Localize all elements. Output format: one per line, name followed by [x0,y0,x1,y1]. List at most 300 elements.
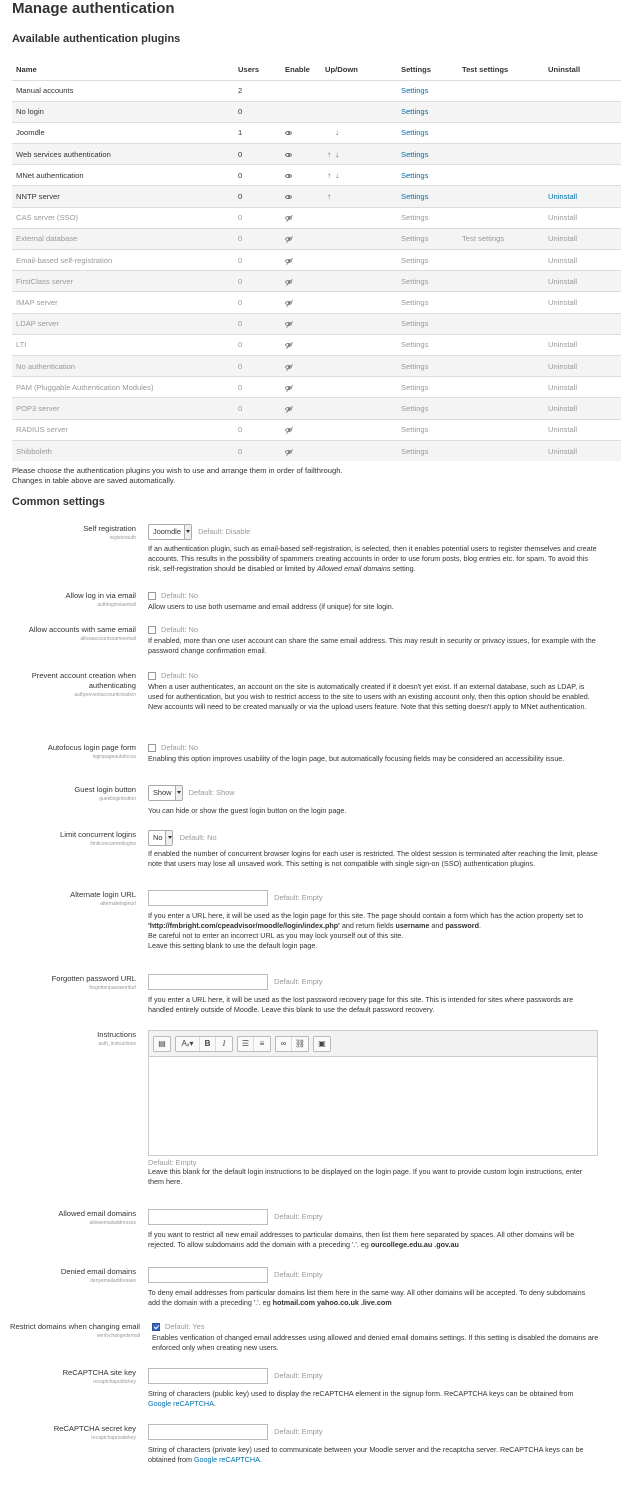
eye-slash-icon[interactable] [285,237,292,241]
settings-cell [397,292,458,313]
settings-link[interactable]: Settings [401,107,429,117]
uninstall-cell [544,398,621,419]
default-value: Default: No [179,833,217,843]
setting-description: If you enter a URL here, it will be used as the lost password recovery page for this site. This is intended for sites where passwords are handled entirely outside of Moodle. Leave this blank to use the default password recovery. [148,995,574,1015]
uninstall-cell [544,186,621,207]
col-header-uninstall: Uninstall [544,60,621,80]
desc-text: If you want to restrict all new email addresses to particular domains, then list them here separated by spaces. All other domains will be rejected. To allow subdomains add the domain with a preceding '.'. eg [148,1230,575,1250]
chevron-down-icon [165,831,172,845]
desc-text: . [259,1455,262,1465]
setting-recaptchaprivatekey [12,1424,621,1480]
setting-registerauth [12,524,621,580]
font-style-icon[interactable]: Aₓ▾ [176,1037,200,1051]
plugin-name: No login [12,101,234,122]
setting-key: verifychangedemail [96,1333,140,1340]
eye-slash-icon[interactable] [285,450,292,454]
table-row [12,377,621,398]
setting-alternateloginurl [12,890,621,968]
desc-emphasis: Allowed email domains [316,564,391,574]
test-settings-cell [458,228,544,249]
plugin-name: Manual accounts [12,80,234,101]
settings-link[interactable]: Settings [401,382,429,392]
updown-cell [321,419,397,440]
setting-label: Allow accounts with same email [28,625,136,635]
plugin-name: IMAP server [12,292,234,313]
desc-bold: password [445,921,479,931]
settings-link[interactable]: Settings [401,403,429,413]
table-row [12,419,621,440]
settings-link[interactable]: Settings [401,170,429,180]
uninstall-link[interactable]: Uninstall [548,403,578,413]
setting-loginpageautofocus [12,743,621,785]
plugin-users: 0 [234,144,281,165]
table-row [12,440,621,461]
table-row [12,250,621,271]
default-value: Default: Empty [274,1371,323,1381]
authloginviaemail-checkbox[interactable] [148,592,156,600]
test-settings-cell [458,186,544,207]
plugin-users: 1 [234,122,281,143]
plugin-users: 0 [234,101,281,122]
col-header-test-settings: Test settings [458,60,544,80]
updown-cell [321,292,397,313]
plugins-heading: Available authentication plugins [12,33,181,45]
test-settings-cell [458,122,544,143]
settings-cell [397,228,458,249]
settings-cell [397,122,458,143]
test-settings-cell [458,101,544,122]
test-settings-cell [458,207,544,228]
default-value: Default: Empty [274,1427,323,1437]
default-value: Default: No [161,625,198,635]
settings-link[interactable]: Settings [401,192,429,202]
plugin-users: 0 [234,377,281,398]
recaptchapublickey-input[interactable] [148,1368,268,1384]
updown-cell [321,80,397,101]
setting-description: Allow users to use both username and email address (if unique) for site login. [148,602,394,612]
plugin-name: FirstClass server [12,271,234,292]
plugin-name: LTI [12,334,234,355]
common-settings-heading: Common settings [12,496,105,509]
plugin-rows [12,80,621,461]
arrow-up-icon[interactable]: ↑ [327,149,331,159]
uninstall-link[interactable]: Uninstall [548,192,578,202]
forgottenpasswordurl-input[interactable] [148,974,268,990]
default-value: Default: No [161,671,198,681]
eye-slash-icon[interactable] [285,428,292,432]
settings-link[interactable]: Settings [401,128,429,138]
eye-slash-icon[interactable] [285,343,292,347]
setting-key: registerauth [109,535,136,542]
default-value: Default: Yes [165,1322,205,1332]
test-settings-link[interactable]: Test settings [462,234,505,244]
test-settings-cell [458,250,544,271]
table-row [12,398,621,419]
uninstall-link[interactable]: Uninstall [548,297,578,307]
plugin-users: 0 [234,186,281,207]
verifychangedemail-checkbox[interactable] [152,1323,160,1331]
eye-slash-icon[interactable] [285,365,292,369]
table-row [12,144,621,165]
denyemailaddresses-input[interactable] [148,1267,268,1283]
registerauth-select[interactable] [148,524,192,540]
desc-bold: username [395,921,430,931]
link-icon[interactable]: ∞ [276,1037,292,1051]
setting-key: forgottenpasswordurl [89,985,136,992]
col-header-updown: Up/Down [321,60,397,80]
italic-icon[interactable]: I [222,1039,226,1049]
recaptchaprivatekey-input[interactable] [148,1424,268,1440]
editor-toolbar [149,1031,597,1057]
arrow-up-icon[interactable]: ↑ [327,170,331,180]
uninstall-link[interactable]: Uninstall [548,213,578,223]
desc-text: . [478,921,481,931]
setting-key: denyemailaddresses [90,1278,136,1285]
enable-cell [281,440,321,461]
uninstall-cell [544,228,621,249]
uninstall-link[interactable]: Uninstall [548,361,578,371]
setting-authloginviaemail [12,591,621,625]
settings-cell [397,313,458,334]
setting-label: Allow log in via email [65,591,136,601]
settings-link[interactable]: Settings [401,234,429,244]
updown-cell [321,377,397,398]
settings-cell [397,207,458,228]
settings-link[interactable]: Settings [401,425,429,435]
plugin-name: Email-based self-registration [12,250,234,271]
table-row [12,101,621,122]
setting-key: recaptchaprivatekey [91,1435,136,1442]
setting-guestloginbutton [12,785,621,830]
setting-description [148,1389,598,1409]
default-value: Default: Empty [274,1212,323,1222]
settings-link[interactable]: Settings [401,149,429,159]
setting-description-2: Be careful not to enter an incorrect URL as you may lock yourself out of this site. [148,931,404,941]
setting-label: Instructions [97,1030,136,1040]
alternateloginurl-input[interactable] [148,890,268,906]
enable-cell [281,292,321,313]
table-header-row [12,60,621,80]
table-row [12,207,621,228]
test-settings-cell [458,144,544,165]
settings-cell [397,165,458,186]
desc-text: . [213,1399,216,1409]
eye-icon[interactable] [285,174,292,178]
setting-key: auth_instructions [98,1041,136,1048]
enable-cell [281,186,321,207]
enable-cell [281,165,321,186]
chevron-down-icon [184,525,191,539]
test-settings-cell [458,313,544,334]
setting-label: Forgotten password URL [51,974,136,984]
plugin-name: PAM (Pluggable Authentication Modules) [12,377,234,398]
setting-description: Leave this blank for the default login instructions to be displayed on the login page. If you want to provide custom login instructions, enter them here. [148,1167,583,1187]
settings-cell [397,419,458,440]
enable-cell [281,122,321,143]
plugin-users: 0 [234,334,281,355]
default-value: Default: Empty [274,893,323,903]
google-recaptcha-link[interactable]: Google reCAPTCHA [193,1455,260,1465]
plugin-name: RADIUS server [12,419,234,440]
settings-cell [397,377,458,398]
setting-label: Prevent account creation when [31,671,136,681]
updown-cell [321,207,397,228]
desc-text: String of characters (private key) used to communicate between your Moodle server and the recaptcha server. ReCAPTCHA keys can be obtained from [148,1445,584,1465]
setting-label-line2: authenticating [88,681,136,691]
desc-text: If you enter a URL here, it will be used as the login page for this site. The page should contain a form which has the action property set to [148,911,584,921]
setting-label: Autofocus login page form [47,743,136,753]
arrow-down-icon[interactable]: ↓ [335,170,339,180]
test-settings-cell [458,440,544,461]
plugin-name: Web services authentication [12,144,234,165]
plugin-users: 0 [234,398,281,419]
test-settings-cell [458,377,544,398]
chevron-down-icon [175,786,182,800]
settings-link[interactable]: Settings [401,276,429,286]
setting-description: If enabled the number of concurrent browser logins for each user is restricted. The oldest session is terminated after reaching the limit, please note that users may lose all unsaved work. This setting is not compatible with single sign-on (SSO) authentication plugins. [148,849,598,869]
select-value: Joomdle [153,527,181,537]
setting-label: Alternate login URL [70,890,136,900]
allowaccountssameemail-checkbox[interactable] [148,626,156,634]
uninstall-cell [544,165,621,186]
setting-key: alternateloginurl [100,901,136,908]
select-value: No [153,833,163,843]
instructions-editor [148,1030,598,1156]
settings-link[interactable]: Settings [401,361,429,371]
settings-cell [397,334,458,355]
instructions-textarea[interactable] [149,1057,597,1155]
uninstall-link[interactable]: Uninstall [548,446,578,456]
setting-allowaccountssameemail [12,625,621,671]
updown-cell [321,250,397,271]
table-row [12,313,621,334]
default-value: Default: Empty [274,977,323,987]
uninstall-link[interactable]: Uninstall [548,340,578,350]
uninstall-link[interactable]: Uninstall [548,276,578,286]
default-value: Default: Empty [148,1158,197,1168]
updown-cell [321,271,397,292]
default-value: Default: No [161,743,198,753]
unlink-icon[interactable]: ⛓ [294,1039,306,1049]
settings-cell [397,101,458,122]
toggle-toolbar-icon[interactable]: ▤ [158,1039,166,1049]
test-settings-cell [458,292,544,313]
setting-key: authloginviaemail [97,602,136,609]
setting-authpreventaccountcreation [12,671,621,743]
settings-link[interactable]: Settings [401,297,429,307]
eye-slash-icon[interactable] [285,386,292,390]
updown-cell [321,355,397,376]
setting-description: You can hide or show the guest login button on the login page. [148,806,347,816]
setting-label: Restrict domains when changing email [9,1322,140,1332]
settings-link[interactable]: Settings [401,446,429,456]
allowemailaddresses-input[interactable] [148,1209,268,1225]
eye-icon[interactable] [285,131,292,135]
settings-link[interactable]: Settings [401,340,429,350]
updown-cell [321,228,397,249]
select-value: Show [153,788,172,798]
plugin-users: 0 [234,207,281,228]
eye-slash-icon[interactable] [285,216,292,220]
enable-cell [281,377,321,398]
uninstall-cell [544,80,621,101]
enable-cell [281,419,321,440]
eye-slash-icon[interactable] [285,322,292,326]
plugin-users: 0 [234,292,281,313]
setting-label: ReCAPTCHA secret key [53,1424,136,1434]
setting-limitconcurrentlogins [12,830,621,890]
plugin-name: Joomdle [12,122,234,143]
default-value: Default: Show [188,788,235,798]
plugin-users: 0 [234,271,281,292]
plugin-name: LDAP server [12,313,234,334]
image-icon[interactable]: ▣ [318,1039,326,1049]
settings-cell [397,271,458,292]
plugin-users: 0 [234,440,281,461]
eye-slash-icon[interactable] [285,259,292,263]
arrow-down-icon[interactable]: ↓ [335,128,339,138]
plugin-users: 0 [234,419,281,440]
plugin-users: 0 [234,250,281,271]
eye-slash-icon[interactable] [285,407,292,411]
settings-link[interactable]: Settings [401,86,429,96]
enable-cell [281,398,321,419]
setting-description: If enabled, more than one user account can share the same email address. This may result in security or privacy issues, for example with the password change confirmation email. [148,636,596,656]
setting-key: allowaccountssameemail [80,636,136,643]
settings-cell [397,440,458,461]
unordered-list-icon[interactable]: ☰ [238,1037,254,1051]
desc-text: setting. [390,564,416,574]
eye-icon[interactable] [285,153,292,157]
updown-cell [321,165,397,186]
test-settings-cell [458,271,544,292]
updown-cell [321,440,397,461]
uninstall-link[interactable]: Uninstall [548,234,578,244]
arrow-up-icon[interactable]: ↑ [327,192,331,202]
setting-description: When a user authenticates, an account on the site is automatically created if it doesn't yet exist. If an external database, such as LDAP, is used for authentication, but you wish to restrict access to the site to users with an existing account only, then this option should be enabled. New accounts will need to be created manually or via the upload users feature. Note that this setting doesn't apply to MNet authentication. [148,682,590,712]
updown-cell [321,122,397,143]
setting-forgottenpasswordurl [12,974,621,1030]
settings-cell [397,80,458,101]
updown-cell [321,334,397,355]
setting-description [148,911,598,931]
uninstall-cell [544,419,621,440]
setting-allowemailaddresses [12,1209,621,1267]
ordered-list-icon[interactable]: ≡ [259,1039,265,1049]
plugin-name: MNet authentication [12,165,234,186]
authpreventaccountcreation-checkbox[interactable] [148,672,156,680]
desc-bold: ourcollege.edu.au .gov.au [370,1240,459,1250]
plugin-name: CAS server (SSO) [12,207,234,228]
table-row [12,165,621,186]
eye-icon[interactable] [285,195,292,199]
settings-link[interactable]: Settings [401,213,429,223]
test-settings-cell [458,334,544,355]
desc-text: and return fields [339,921,396,931]
table-row [12,186,621,207]
setting-description [148,544,598,574]
settings-link[interactable]: Settings [401,255,429,265]
test-settings-cell [458,419,544,440]
settings-cell [397,250,458,271]
table-note-autosave: Changes in table above are saved automatically. [12,476,176,486]
setting-label: Denied email domains [60,1267,136,1277]
col-header-users: Users [234,60,281,80]
setting-label: Self registration [83,524,136,534]
uninstall-cell [544,292,621,313]
table-row [12,80,621,101]
uninstall-cell [544,313,621,334]
test-settings-cell [458,80,544,101]
settings-cell [397,355,458,376]
uninstall-link[interactable]: Uninstall [548,425,578,435]
loginpageautofocus-checkbox[interactable] [148,744,156,752]
desc-text: To deny email addresses from particular domains list them here in the same way. All other domains will be accepted. To deny subdomains add the domain with a preceding '.'. eg [148,1288,586,1308]
setting-recaptchapublickey [12,1368,621,1424]
updown-cell [321,398,397,419]
setting-auth-instructions [12,1030,621,1198]
google-recaptcha-link[interactable]: Google reCAPTCHA [148,1399,214,1409]
eye-slash-icon[interactable] [285,301,292,305]
setting-description [148,1288,598,1308]
setting-key: authpreventaccountcreation [74,692,136,699]
setting-description: Enables verification of changed email addresses using allowed and denied email domains settings. If this setting is disabled the domains are enforced only when creating new users. [152,1333,599,1353]
desc-bold: hotmail.com yahoo.co.uk .live.com [272,1298,392,1308]
arrow-down-icon[interactable]: ↓ [335,149,339,159]
uninstall-cell [544,377,621,398]
page-title: Manage authentication [12,0,175,17]
desc-bold: 'http://fmbright.com/cpeadvisor/moodle/login/index.php' [148,921,340,931]
col-header-name: Name [12,60,234,80]
setting-key: limitconcurrentlogins [90,841,136,848]
guestloginbutton-select[interactable] [148,785,183,801]
setting-key: guestloginbutton [99,796,136,803]
setting-key: loginpageautofocus [92,754,136,761]
plugin-users: 0 [234,313,281,334]
test-settings-cell [458,355,544,376]
enable-cell [281,271,321,292]
uninstall-link[interactable]: Uninstall [548,255,578,265]
enable-cell [281,144,321,165]
plugin-users: 0 [234,165,281,186]
plugin-users: 0 [234,228,281,249]
limitconcurrentlogins-select[interactable] [148,830,173,846]
table-row [12,292,621,313]
uninstall-cell [544,250,621,271]
updown-cell [321,186,397,207]
desc-text: If an authentication plugin, such as email-based self-registration, is selected, then it enables potential users to register themselves and create accounts. This results in the possibility of spammers creating accounts in order to use forum posts, blog entries etc. for spam. To avoid this risk, self-registration should be disabled or limited by [148,544,597,574]
enable-cell [281,207,321,228]
settings-link[interactable]: Settings [401,319,429,329]
uninstall-cell [544,440,621,461]
default-value: Default: Disable [198,527,251,537]
uninstall-link[interactable]: Uninstall [548,382,578,392]
enable-cell [281,334,321,355]
table-note: Please choose the authentication plugins you wish to use and arrange them in order of failthrough. [12,466,343,476]
uninstall-cell [544,271,621,292]
table-row [12,355,621,376]
enable-cell [281,355,321,376]
bold-icon[interactable]: B [200,1037,216,1051]
enable-cell [281,313,321,334]
updown-cell [321,313,397,334]
enable-cell [281,228,321,249]
setting-label: ReCAPTCHA site key [62,1368,136,1378]
settings-cell [397,144,458,165]
eye-slash-icon[interactable] [285,280,292,284]
enable-cell [281,80,321,101]
settings-cell [397,186,458,207]
